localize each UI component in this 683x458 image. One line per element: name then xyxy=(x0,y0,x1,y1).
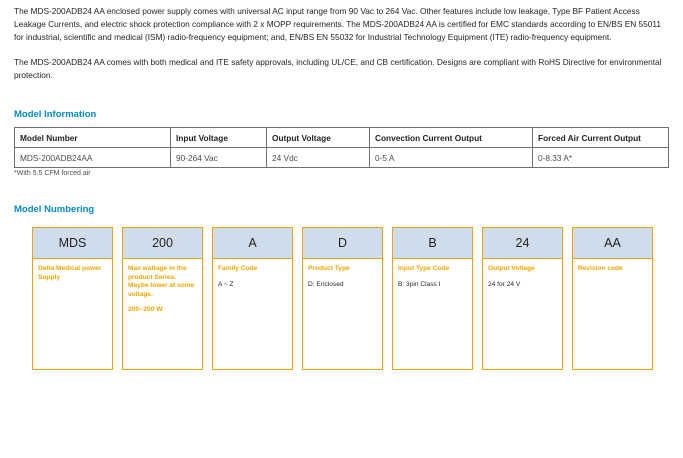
column-header-model-number: Model Number xyxy=(15,128,171,148)
table-footnote: *With 5.5 CFM forced air xyxy=(14,170,91,178)
numbering-detail-b: B: 3pin Class I xyxy=(398,280,441,288)
numbering-body-d xyxy=(303,259,382,369)
numbering-code-mds: MDS xyxy=(33,228,112,259)
numbering-label-b: Input Type Code xyxy=(398,265,450,273)
numbering-code-b: B xyxy=(393,228,472,259)
numbering-code-24: 24 xyxy=(483,228,562,259)
section-title-model-information: Model Information xyxy=(14,109,97,121)
cell-input-voltage: 90-264 Vac xyxy=(171,148,267,168)
column-header-output-voltage: Output Voltage xyxy=(267,128,370,148)
column-header-input-voltage: Input Voltage xyxy=(171,128,267,148)
numbering-label-mds: Delta Medical power Supply xyxy=(38,265,102,281)
model-information-table xyxy=(14,127,669,168)
numbering-label-200: Max wattage in the product Series. Maybe lower at some voltage. xyxy=(128,265,195,298)
numbering-code-aa: AA xyxy=(573,228,652,259)
numbering-detail-24: 24 for 24 V xyxy=(488,280,521,288)
numbering-box-aa xyxy=(572,227,653,370)
numbering-box-mds xyxy=(32,227,113,370)
numbering-code-a: A xyxy=(213,228,292,259)
numbering-box-b xyxy=(392,227,473,370)
column-header-forced-air-current-output: Forced Air Current Output xyxy=(533,128,669,148)
numbering-box-d xyxy=(302,227,383,370)
cell-output-voltage: 24 Vdc xyxy=(267,148,370,168)
numbering-label-24: Output Voltage xyxy=(488,265,535,273)
cell-convection-current-output: 0-5 A xyxy=(370,148,533,168)
intro-paragraph-1: The MDS-200ADB24 AA enclosed power supply comes with universal AC input range from 90 Vac to 264 Vac. Other features include low leakage, Type BF Patient Access Leakage Currents, and electric shock protection compliance with 2 x MOPP requirements. The MDS-200ADB24 AA is certified for EMC standards according to EN/BS EN 55011 for industrial, scientific and medical (ISM) radio-frequency equipment; and, EN/BS EN 55032 for Industrial Technology Equipment (ITE) radio-frequency equipment. xyxy=(14,6,662,43)
numbering-detail-200: 200--200 W xyxy=(128,306,163,314)
numbering-code-200: 200 xyxy=(123,228,202,259)
numbering-body-a xyxy=(213,259,292,369)
numbering-body-b xyxy=(393,259,472,369)
numbering-body-mds xyxy=(33,259,112,369)
column-header-convection-current-output: Convection Current Output xyxy=(370,128,533,148)
table-row xyxy=(15,148,669,168)
numbering-label-aa: Revision code xyxy=(578,265,623,273)
numbering-body-24 xyxy=(483,259,562,369)
intro-paragraph-2: The MDS-200ADB24 AA comes with both medical and ITE safety approvals, including UL/CE, and CB certification. Designs are compliant with RoHS Directive for environmental protection. xyxy=(14,56,662,80)
numbering-body-200 xyxy=(123,259,202,369)
cell-forced-air-current-output: 0-8.33 A* xyxy=(533,148,669,168)
numbering-box-200 xyxy=(122,227,203,370)
numbering-label-a: Family Code xyxy=(218,265,258,273)
numbering-label-d: Product Type xyxy=(308,265,350,273)
numbering-box-a xyxy=(212,227,293,370)
numbering-body-aa xyxy=(573,259,652,369)
model-numbering-row xyxy=(14,227,669,370)
cell-model-number: MDS-200ADB24AA xyxy=(15,148,171,168)
numbering-box-24 xyxy=(482,227,563,370)
section-title-model-numbering: Model Numbering xyxy=(14,204,95,216)
numbering-code-d: D xyxy=(303,228,382,259)
numbering-detail-d: D: Enclosed xyxy=(308,280,344,288)
numbering-detail-a: A ~ Z xyxy=(218,280,234,288)
table-header-row xyxy=(15,128,669,148)
